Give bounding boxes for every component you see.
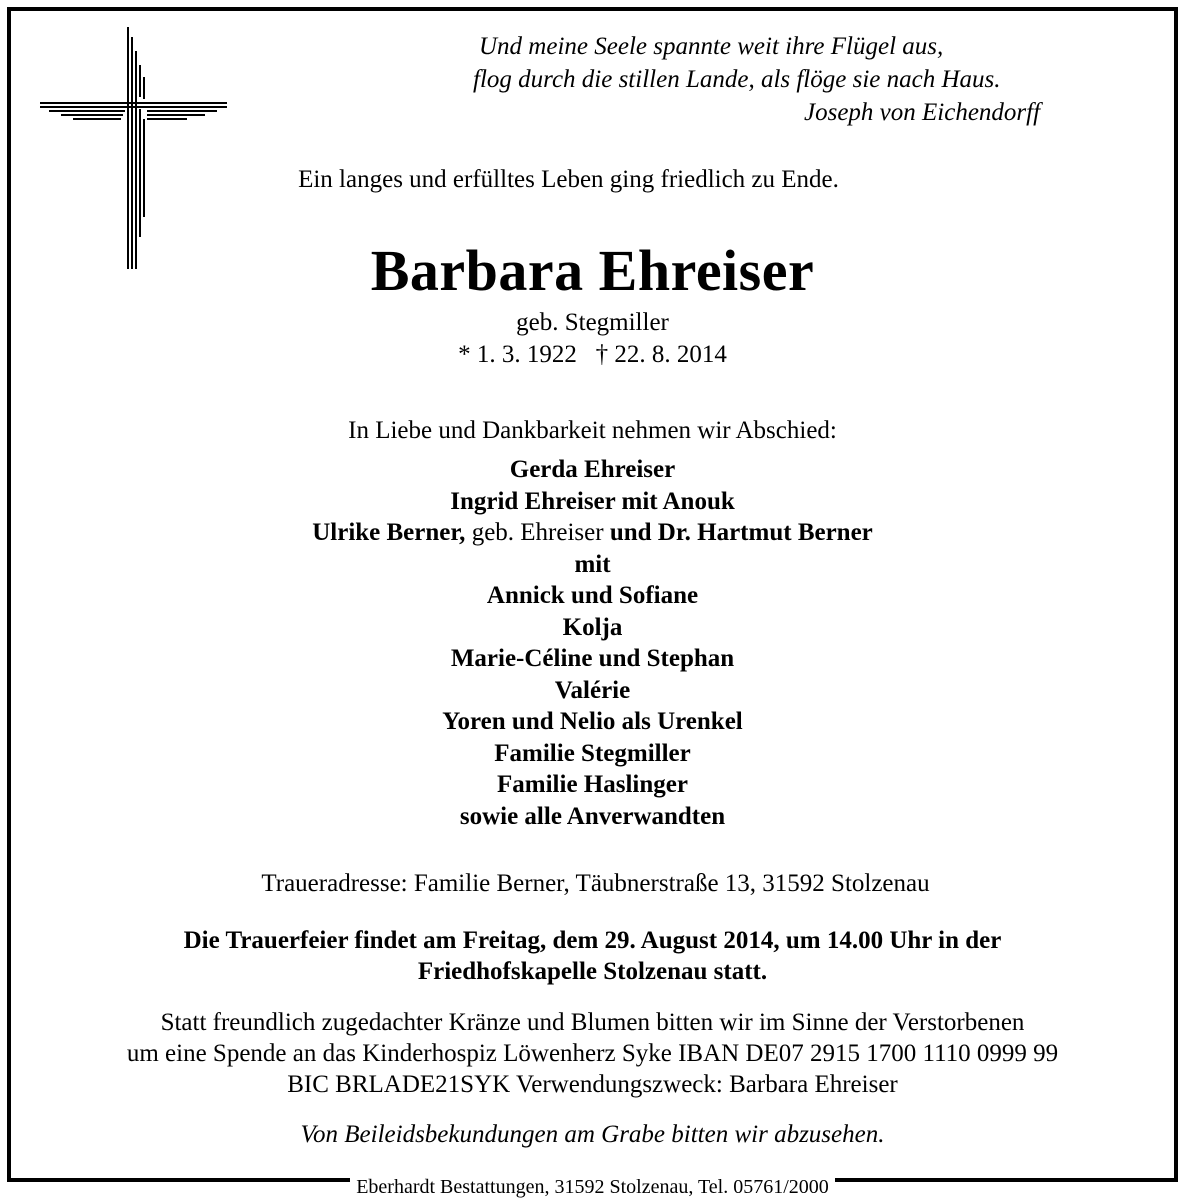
- mourner-line: Valérie: [554, 676, 631, 704]
- mourner-line: Kolja: [562, 613, 623, 641]
- undertaker-info: Eberhardt Bestattungen, 31592 Stolzenau, Tel. 05761/2000: [350, 1175, 835, 1199]
- mourner-line: Yoren und Nelio als Urenkel: [442, 708, 743, 735]
- mourner-line: Annick und Sofiane: [486, 582, 699, 609]
- mourner-line: Familie Stegmiller: [494, 739, 691, 767]
- mourner-maiden: geb. Ehreiser: [465, 519, 610, 546]
- donation-line-2: um eine Spende an das Kinderhospiz Löwenherz Syke IBAN DE07 2915 1700 1110 0999 99: [126, 1040, 1059, 1067]
- condolence-note: Von Beileidsbekundungen am Grabe bitten wir abzusehen.: [300, 1121, 885, 1148]
- deceased-name: Barbara Ehreiser: [370, 238, 815, 303]
- footer: [0, 1174, 1185, 1200]
- intro-line: Ein langes und erfülltes Leben ging friedlich zu Ende.: [298, 166, 839, 193]
- mourner-partner: und Dr. Hartmut Berner: [609, 519, 873, 546]
- poem-line-1: Und meine Seele spannte weit ihre Flügel aus,: [479, 33, 944, 60]
- donation-line-1: Statt freundlich zugedachter Kränze und Blumen bitten wir im Sinne der Verstorbenen: [160, 1009, 1025, 1036]
- mourner-line: Gerda Ehreiser: [509, 456, 676, 483]
- donation-line-3: BIC BRLADE21SYK Verwendungszweck: Barbara Ehreiser: [287, 1071, 898, 1098]
- poem-author: Joseph von Eichendorff: [804, 99, 1041, 126]
- farewell-line: In Liebe und Dankbarkeit nehmen wir Abschied:: [348, 417, 837, 444]
- mourner-line: sowie alle Anverwandten: [459, 802, 726, 830]
- service-line-1: Die Trauerfeier findet am Freitag, dem 29. August 2014, um 14.00 Uhr in der: [183, 927, 1002, 954]
- mourner-line: mit: [574, 550, 611, 578]
- cross-icon: [37, 27, 227, 269]
- mourner-line: Familie Haslinger: [497, 771, 688, 798]
- mourner-line: [0, 517, 1185, 549]
- poem-line-2: flog durch die stillen Lande, als flöge sie nach Haus.: [473, 66, 1001, 93]
- maiden-name: geb. Stegmiller: [516, 309, 669, 336]
- life-dates: * 1. 3. 1922 † 22. 8. 2014: [458, 341, 727, 368]
- mourner-name: Ulrike Berner,: [312, 519, 466, 546]
- service-line-2: Friedhofskapelle Stolzenau statt.: [417, 958, 768, 985]
- mourners-list: [0, 454, 1185, 832]
- mourning-address: Traueradresse: Familie Berner, Täubnerstraße 13, 31592 Stolzenau: [261, 870, 930, 897]
- mourner-line: Marie-Céline und Stephan: [450, 645, 735, 672]
- mourner-line: Ingrid Ehreiser mit Anouk: [450, 487, 735, 515]
